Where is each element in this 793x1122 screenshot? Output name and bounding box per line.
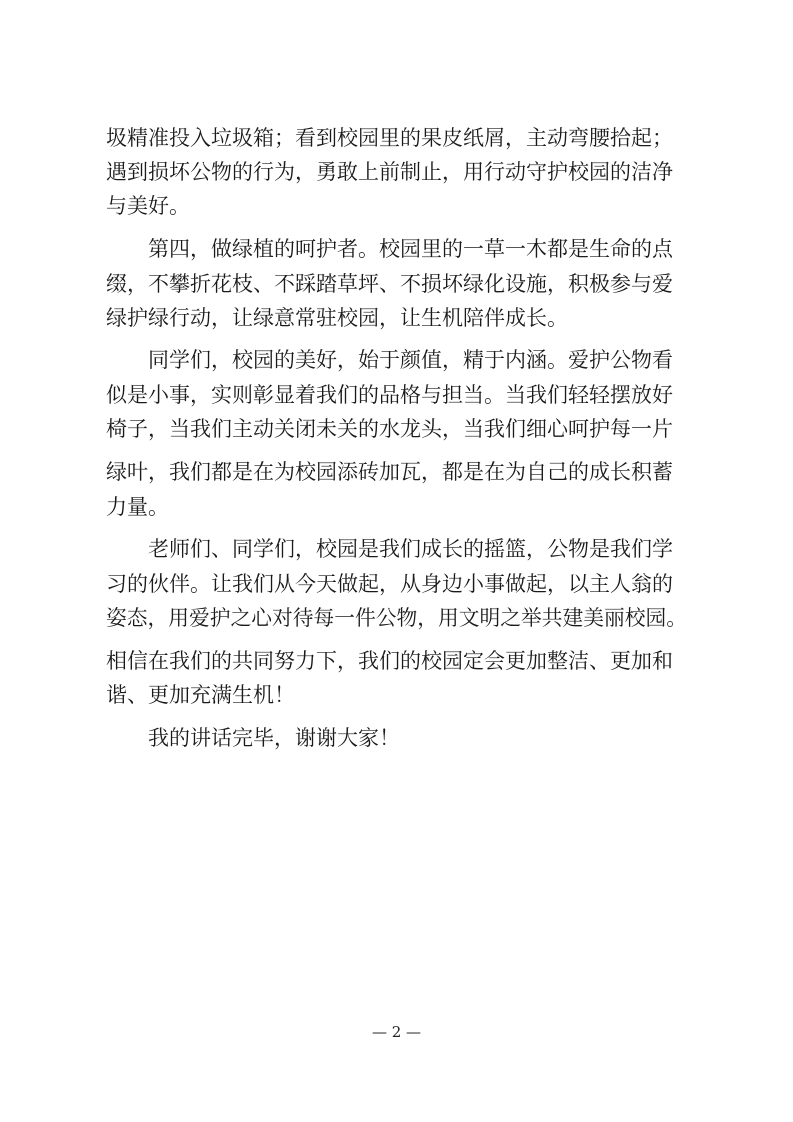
line-text: 同学们，校园的美好，始于颜值，精于内涵。爱护公物看 [148,348,673,372]
line-text: 相信在我们的共同努力下，我们的校园定会更加整洁、更加和 [106,649,673,673]
line-text: 姿态，用爱护之心对待每一件公物，用文明之举共建美丽校园。 [106,606,688,630]
line-text: 与美好。 [106,194,190,218]
line-text: 似是小事，实则彰显着我们的品格与担当。当我们轻轻摆放好 [106,383,673,407]
line-text: 绿护绿行动，让绿意常驻校园，让生机陪伴成长。 [106,306,568,330]
line-text: 缀，不攀折花枝、不踩踏草坪、不损坏绿化设施，积极参与爱 [106,272,673,296]
line-text: 老师们、同学们，校园是我们成长的摇篮，公物是我们学 [148,537,673,561]
text-line [0,407,793,451]
line-text: 谐、更加充满生机！ [106,683,295,707]
text-line [0,485,793,529]
line-text: 我的讲话完毕，谢谢大家！ [148,726,400,750]
page-number: — 2 — [371,1023,422,1041]
line-text: 力量。 [106,495,169,519]
text-line [0,673,793,717]
line-text: 第四，做绿植的呵护者。校园里的一草一木都是生命的点 [148,237,673,261]
text-line [0,716,793,760]
line-text: 遇到损坏公物的行为，勇敢上前制止，用行动守护校园的洁净 [106,160,673,184]
line-text: 圾精准投入垃圾箱；看到校园里的果皮纸屑，主动弯腰拾起； [106,126,673,150]
text-line [0,596,793,640]
line-text: 习的伙伴。让我们从今天做起，从身边小事做起，以主人翁的 [106,572,673,596]
text-line [0,296,793,340]
text-line [0,184,793,228]
line-text: 椅子，当我们主动关闭未关的水龙头，当我们细心呵护每一片 [106,417,673,441]
line-text: 绿叶，我们都是在为校园添砖加瓦，都是在为自己的成长积蓄 [106,460,673,484]
